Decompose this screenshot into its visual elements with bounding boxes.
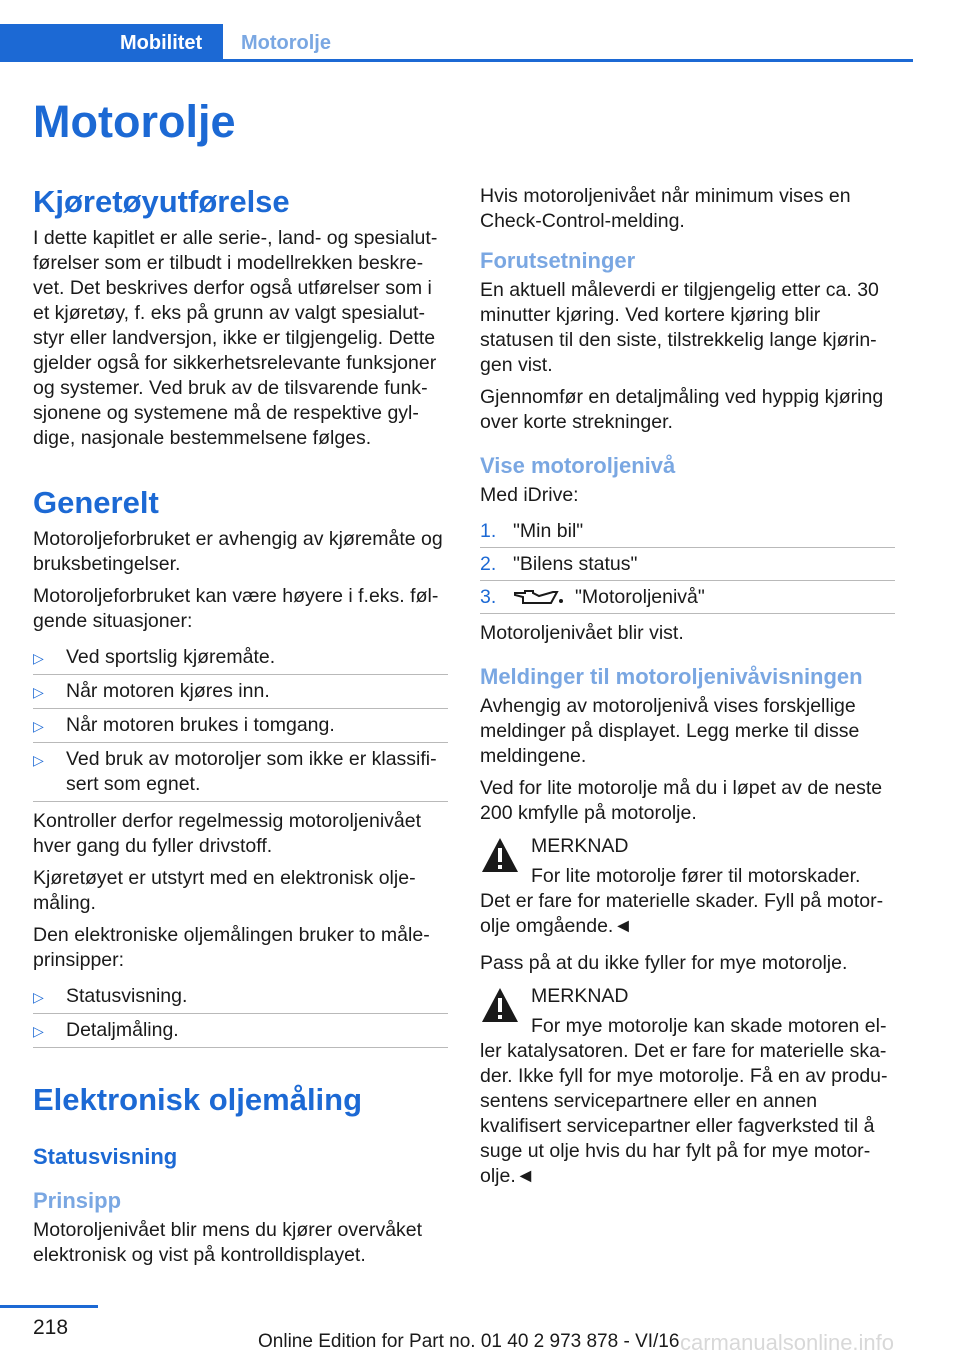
- list-item: ▷ Når motoren kjøres inn.: [33, 674, 448, 708]
- list-item: ▷ Ved bruk av motoroljer som ikke er klassifisert som egnet.: [33, 742, 448, 802]
- page-header: [0, 24, 895, 62]
- paragraph: Motoroljeforbruket kan være høyere i f.eks. følgende situasjoner:: [33, 585, 439, 632]
- watermark: carmanualsonline.info: [680, 1330, 895, 1355]
- notice-title: MERKNAD: [531, 835, 629, 857]
- paragraph: Motoroljenivået blir vist.: [480, 622, 684, 644]
- paragraph: Pass på at du ikke fyller for mye motorolje.: [480, 952, 848, 974]
- page-number: 218: [33, 1316, 69, 1339]
- chapter-tab: Motorolje: [223, 24, 913, 62]
- section-heading-vehicle-version: Kjøretøyutførelse: [33, 184, 290, 219]
- paragraph: Kontroller derfor regelmessig motoroljenivået hver gang du fyller drivstoff.: [33, 810, 422, 857]
- notice-box: [480, 984, 895, 1189]
- notice-text: For lite motorolje fører til motorskader. Det er fare for materielle skader. Fyll på motorolje omgående.◄: [480, 865, 884, 937]
- subheading-messages: Meldinger til motoroljenivåvisningen: [480, 664, 863, 689]
- paragraph: Gjennomfør en detaljmåling ved hyppig kjøring over korte strekninger.: [480, 386, 884, 433]
- section-tab: Mobilitet: [0, 24, 223, 62]
- oil-can-icon: [513, 587, 565, 609]
- list-item: 3. "Motoroljenivå": [480, 580, 895, 614]
- paragraph: Med iDrive:: [480, 484, 579, 506]
- triangle-right-icon: ▷: [33, 1023, 44, 1039]
- paragraph: En aktuell måleverdi er tilgjengelig etter ca. 30 minutter kjøring. Ved kortere kjøring blir statusen til den siste, tilstrekkelig lange kjøringen vist.: [480, 279, 879, 376]
- steps-list: [480, 515, 895, 614]
- notice-box: [480, 834, 895, 939]
- triangle-right-icon: ▷: [33, 684, 44, 700]
- list-item: ▷ Statusvisning.: [33, 980, 448, 1013]
- warning-triangle-icon: [480, 986, 520, 1024]
- paragraph: Avhengig av motoroljenivå vises forskjellige meldinger på displayet. Legg merke til disse meldingene.: [480, 695, 860, 767]
- right-column: [480, 184, 895, 1201]
- paragraph: Kjøretøyet er utstyrt med en elektronisk oljemåling.: [33, 867, 416, 914]
- paragraph: Motoroljeforbruket er avhengig av kjøremåte og bruksbetingelser.: [33, 528, 443, 575]
- paragraph: Den elektroniske oljemålingen bruker to måleprinsipper:: [33, 924, 430, 971]
- list-item: 2. "Bilens status": [480, 547, 895, 580]
- triangle-right-icon: ▷: [33, 650, 44, 666]
- triangle-right-icon: ▷: [33, 989, 44, 1005]
- warning-triangle-icon: [480, 836, 520, 874]
- list-item: ▷ Detaljmåling.: [33, 1013, 448, 1048]
- paragraph: Ved for lite motorolje må du i løpet av de neste 200 kmfylle på motorolje.: [480, 777, 883, 824]
- triangle-right-icon: ▷: [33, 752, 44, 768]
- paragraph: Hvis motoroljenivået når minimum vises en Check-Control-melding.: [480, 185, 851, 232]
- edition-text: Online Edition for Part no. 01 40 2 973 878 - VI/16: [258, 1331, 680, 1352]
- vehicle-version-text: I dette kapitlet er alle serie-, land- og spesialutførelser som er tilbudt i modellrekken beskrevet. Det beskrives derfor også utførelser som i et kjøretøy, f. eks på grunn av valgt spesialutstyr eller landversjon, ikke er tilgjengelig. Dette gjelder også for sikkerhetsrelevante funksjoner og systemer. Ved bruk av de tilsvarende funksjonene og systemene må de respektive gyldige, nasjonale bestemmelsene følges.: [33, 227, 438, 449]
- list-item: 1. "Min bil": [480, 520, 584, 542]
- list-item: ▷ Ved sportslig kjøremåte.: [33, 641, 448, 674]
- subheading-principle: Prinsipp: [33, 1188, 122, 1213]
- subheading-prerequisites: Forutsetninger: [480, 248, 636, 273]
- section-heading-electronic-oil: Elektronisk oljemåling: [33, 1082, 363, 1117]
- situations-list: [33, 641, 448, 802]
- subheading-show-oil-level: Vise motoroljenivå: [480, 453, 676, 478]
- left-column: [33, 184, 448, 1275]
- notice-text: For mye motorolje kan skade motoren eller katalysatoren. Det er fare for materielle skader. Ikke fyll for mye motorolje. Få en av produsentens servicepartnere eller en annen kvalifisert servicepartner eller fagverksted til å suge ut olje hvis du har fylt på for mye motorolje.◄: [480, 1015, 888, 1187]
- paragraph: Motoroljenivået blir mens du kjører overvåket elektronisk og vist på kontrolldisplayet.: [33, 1219, 423, 1266]
- footer-rule: [0, 1305, 98, 1308]
- notice-title: MERKNAD: [531, 985, 629, 1007]
- page-title: Motorolje: [33, 96, 236, 147]
- section-heading-general: Generelt: [33, 485, 159, 520]
- principles-list: [33, 980, 448, 1048]
- list-item: ▷ Når motoren brukes i tomgang.: [33, 708, 448, 742]
- subheading-status: Statusvisning: [33, 1144, 178, 1169]
- triangle-right-icon: ▷: [33, 718, 44, 734]
